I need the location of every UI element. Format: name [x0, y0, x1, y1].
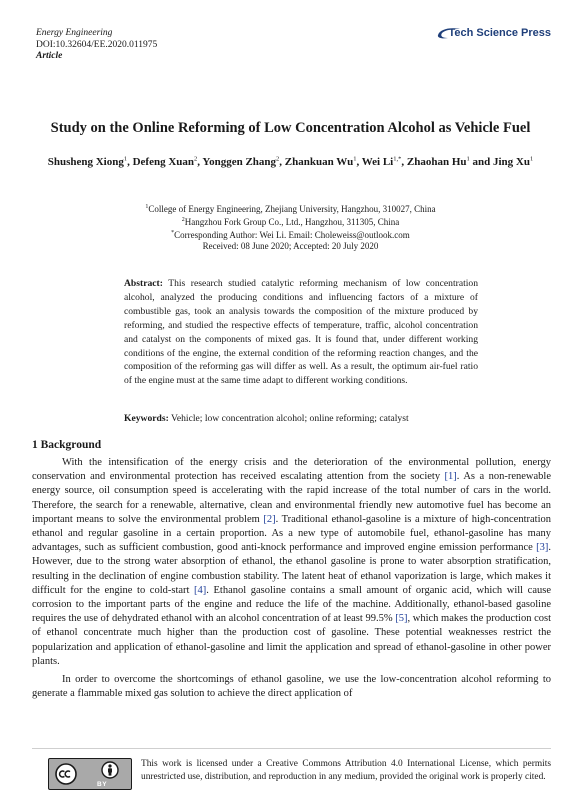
author: Zhankuan Wu$^1$,: [284, 155, 362, 168]
affiliations: [40, 202, 541, 252]
author: Wei $Li^{1,*}$,: [361, 155, 407, 168]
paper-title: Study on the Online Reforming of Low Concentration Alcohol as Vehicle Fuel: [50, 120, 531, 136]
affiliation-1: $^1$College of Energy Engineering, Zhejiang University, Hangzhou, 310027, China: [145, 204, 436, 214]
abstract: [124, 277, 478, 388]
license-text: This work is licensed under a Creative Commons Attribution 4.0 International License, which permits unrestricted use, distribution, and reproduction in any medium, provided the original work is properly cited.: [141, 759, 551, 782]
journal-name: Energy Engineering: [36, 28, 113, 38]
publisher-name: Tech Science Press: [448, 27, 551, 39]
paragraph: In order to overcome the shortcomings of ethanol gasoline, we use the low-concentration alcohol reforming to generate a flammable mixed gas solution to achieve the direct application of: [32, 674, 551, 700]
citation-link[interactable]: [2]: [263, 513, 276, 525]
citation-link[interactable]: [4]: [194, 584, 207, 596]
abstract-text: This research studied catalytic reforming mechanism of low concentration alcohol, analyzed the producing conditions and influencing factors of a mixture of combustible gas, took an analysis towards the composition of the mixture produced by reforming, and studied the respective effects of temperature, traffic, alcohol concentration and catalyst on the components of mixed gas. It is found that, under different working conditions of the engine, the external condition of the reforming reaction changes, and the composition of the reforming gas will differ as well. As a result, the optimum air-fuel ratio of the engine must at the same time adapt to different working conditions.: [124, 278, 479, 387]
footer-divider: [32, 748, 551, 749]
author: Yonggen Zhang$^2$,: [202, 155, 285, 168]
by-label: BY: [97, 781, 108, 788]
received-accepted-dates: Received: 08 June 2020; Accepted: 20 July 2020: [202, 241, 379, 251]
citation-link[interactable]: [1]: [444, 471, 457, 483]
keywords-label: Keywords:: [124, 413, 169, 424]
doi[interactable]: DOI:10.32604/EE.2020.011975: [36, 39, 158, 50]
journal-header: [36, 28, 157, 63]
publisher-logo: [436, 26, 551, 40]
abstract-label: Abstract:: [124, 278, 163, 289]
author: Defeng Xuan$^2$,: [132, 155, 203, 168]
attribution-person-icon: [101, 761, 119, 779]
author-list: [40, 151, 541, 170]
corresponding-author: *Corresponding Author: Wei Li. Email: Choleweiss@outlook.com: [171, 230, 410, 240]
citation-link[interactable]: [3]: [536, 542, 549, 554]
author: Zhaohan Hu$^1$ and: [406, 155, 493, 168]
paragraph: With the intensification of the energy crisis and the deterioration of the environmental pollution, energy conservation and environmental protection has received escalating attention from the society [1]. As a non-renewable energy source, oil consumption speed is accelerating with the rapid increase of the total number of cars in the world. Therefore, the search for a renewable, alternative, clean and environmental friendly new automotive fuel has become an important means to solve the environmental problem [2]. Traditional ethanol-gasoline is a mixture of high-concentration ethanol and regular gasoline in a certain proportion. As a new type of automobile fuel, ethanol-gasoline has many advantages, such as sufficient combustion, good anti-knock performance and improved engine emission performance [3]. However, due to the strong water absorption of ethanol, the ethanol gasoline is prone to water absorption stratification, resulting in the declination of engine combustion stability. The latent heat of ethanol vaporization is large, which makes it difficult for the engine to cold-start [4]. Ethanol gasoline contains a small amount of organic acid, which will cause corrosion to the important parts of the engine and reduce the life of the machine. Additionally, ethanol-based gasoline requires the use of dehydrated ethanol with an alcohol concentration of at least 99.5% [5], which makes the production cost of ethanol concentrate much higher than the production cost of gasoline. These potential weaknesses restrict the popularization and application of ethanol-gasoline and limit the application and spread of ethanol-gasoline in other power plants.: [32, 457, 552, 667]
affiliation-2: $^2$Hangzhou Fork Group Co., Ltd., Hangzhou, 311305, China: [181, 217, 400, 227]
author: Jing Xu$^1$: [493, 155, 534, 168]
article-type-label: Article: [36, 51, 63, 61]
section-heading: 1 Background: [32, 439, 102, 451]
creative-commons-icon: [55, 763, 77, 785]
author: Shusheng Xiong$^1$,: [47, 155, 133, 168]
keywords: [124, 413, 478, 424]
citation-link[interactable]: [5]: [395, 613, 408, 625]
body-text: [32, 456, 551, 701]
cc-by-license-badge[interactable]: [48, 758, 132, 790]
keywords-text: Vehicle; low concentration alcohol; online reforming; catalyst: [171, 413, 409, 424]
